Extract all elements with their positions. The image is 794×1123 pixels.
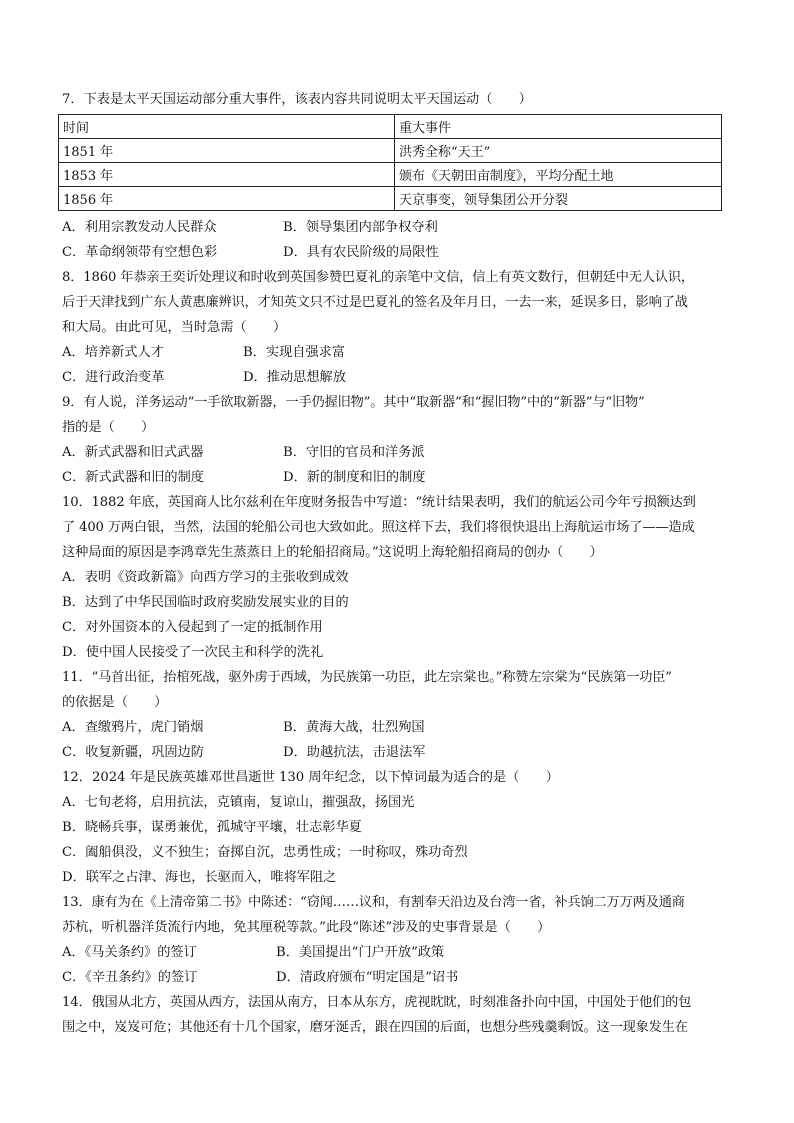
q9-option-d: D．新的制度和旧的制度 — [283, 470, 426, 485]
q13-option-b: B．美国提出“门户开放”政策 — [276, 945, 445, 960]
q8-stem-line: 后于天津找到广东人黄惠廉辨识，才知英文只不过是巴夏礼的签名及年月日，一去一来，延误多日，影响了战 — [62, 295, 688, 310]
q7-stem: 7．下表是太平天国运动部分重大事件，该表内容共同说明太平天国运动（ ） — [62, 92, 532, 107]
q12-option-b: B．晓畅兵事，谋勇兼优，孤城守平壤，壮志彰华夏 — [62, 820, 362, 835]
q13-stem-line: 苏杭，听机器洋货流行内地，免其厘税等款。”此段“陈述”涉及的史事背景是（ ） — [62, 920, 551, 935]
q8-option-d: D．推动思想解放 — [243, 370, 346, 385]
q13-option-d: D．清政府颁布“明定国是”诏书 — [276, 970, 459, 985]
table-cell: 1856 年 — [59, 187, 395, 211]
q13-stem-line: 13．康有为在《上清帝第二书》中陈述：“窃闻……议和，有割奉天沿边及台湾一省，补兵饷二万万两及通商 — [62, 895, 685, 910]
q11-stem-line: 11．“马首出征，抬棺死战，驱外虏于西域，为民族第一功臣，此左宗棠也。”称赞左宗棠为“民族第一功臣” — [62, 670, 672, 685]
q10-option-b: B．达到了中华民国临时政府奖励发展实业的目的 — [62, 595, 349, 610]
q14-stem-line: 14．俄国从北方，英国从西方，法国从南方，日本从东方，虎视眈眈，时刻准备扑向中国，中国处于他们的包 — [62, 995, 692, 1010]
table-header-event: 重大事件 — [395, 115, 722, 139]
q14-stem-line: 围之中，岌岌可危；其他还有十几个国家，磨牙涎舌，跟在四国的后面，也想分些残羹剩饭。这一现象发生在 — [62, 1020, 688, 1035]
table-row — [59, 163, 722, 187]
table-cell: 颁布《天朝田亩制度》，平均分配土地 — [395, 163, 722, 187]
table-row — [59, 187, 722, 211]
q8-option-b: B．实现自强求富 — [243, 345, 346, 360]
q13-option-a: A．《马关条约》的签订 — [62, 945, 197, 960]
table-header-row — [59, 115, 722, 139]
q11-stem-line: 的依据是（ ） — [62, 695, 168, 710]
q9-stem-line: 指的是（ ） — [62, 420, 155, 435]
q8-stem-line: 和大局。由此可见，当时急需（ ） — [62, 320, 287, 335]
q10-option-c: C．对外国资本的入侵起到了一定的抵制作用 — [62, 620, 323, 635]
table-cell: 1851 年 — [59, 139, 395, 163]
table-cell: 天京事变，领导集团公开分裂 — [395, 187, 722, 211]
q12-stem-line: 12．2024 年是民族英雄邓世昌逝世 130 周年纪念，以下悼词最为适合的是（ ） — [62, 770, 559, 785]
q10-stem-line: 了 400 万两白银，当然，法国的轮船公司也大致如此。照这样下去，我们将很快退出上海航运市场了——造成 — [62, 520, 695, 535]
q7-option-b: B．领导集团内部争权夺利 — [283, 220, 438, 235]
q10-stem-line: 这种局面的原因是李鸿章先生蒸蒸日上的轮船招商局。”这说明上海轮船招商局的创办（ ） — [62, 545, 603, 560]
q10-option-a: A．表明《资政新篇》向西方学习的主张收到成效 — [62, 570, 349, 585]
q12-option-d: D．联军之占津、海也，长驱而入，唯将军阻之 — [62, 870, 337, 885]
q11-option-a: A．查缴鸦片，虎门销烟 — [62, 720, 204, 735]
q11-option-d: D．助越抗法，击退法军 — [283, 745, 426, 760]
q7-option-d: D．具有农民阶级的局限性 — [283, 245, 439, 260]
q9-option-c: C．新式武器和旧的制度 — [62, 470, 204, 485]
table-cell: 洪秀全称“天王” — [395, 139, 722, 163]
q9-stem-line: 9．有人说，洋务运动“一手欲取新器，一手仍握旧物”。其中“取新器”和“握旧物”中的“新器”与“旧物” — [62, 395, 645, 410]
q8-stem-line: 8．1860 年恭亲王奕䜣处理议和时收到英国参赞巴夏礼的亲笔中文信，信上有英文数行，但朝廷中无人认识， — [62, 270, 694, 285]
q7-option-a: A．利用宗教发动人民群众 — [62, 220, 217, 235]
q12-option-c: C．阖船俱没，义不独生；奋掷自沉，忠勇性成；一时称叹，殊功奇烈 — [62, 845, 468, 860]
q9-option-a: A．新式武器和旧式武器 — [62, 445, 204, 460]
table-header-time: 时间 — [59, 115, 395, 139]
q11-option-c: C．收复新疆，巩固边防 — [62, 745, 204, 760]
q13-option-c: C．《辛丑条约》的签订 — [62, 970, 198, 985]
table-row — [59, 139, 722, 163]
q9-option-b: B．守旧的官员和洋务派 — [283, 445, 425, 460]
q8-option-a: A．培养新式人才 — [62, 345, 164, 360]
q10-option-d: D．使中国人民接受了一次民主和科学的洗礼 — [62, 645, 324, 660]
q12-option-a: A．七旬老将，启用抗法，克镇南，复谅山，摧强敌，扬国光 — [62, 795, 415, 810]
q11-option-b: B．黄海大战，壮烈殉国 — [283, 720, 425, 735]
q10-stem-line: 10．1882 年底，英国商人比尔兹利在年度财务报告中写道：“统计结果表明，我们的航运公司今年亏损额达到 — [62, 495, 696, 510]
table-cell: 1853 年 — [59, 163, 395, 187]
q7-option-c: C．革命纲领带有空想色彩 — [62, 245, 218, 260]
q8-option-c: C．进行政治变革 — [62, 370, 165, 385]
events-table — [58, 114, 722, 211]
